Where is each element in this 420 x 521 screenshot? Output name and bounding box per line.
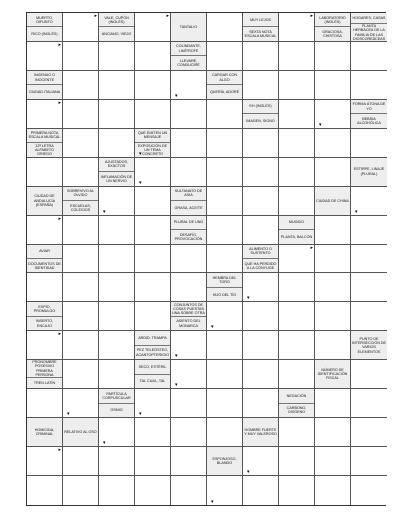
answer-cell[interactable] xyxy=(99,273,135,302)
answer-cell[interactable] xyxy=(207,245,243,274)
answer-cell[interactable] xyxy=(171,129,207,158)
arrow-down-icon: ▾ xyxy=(247,295,250,302)
answer-cell[interactable] xyxy=(315,447,351,476)
answer-cell[interactable] xyxy=(243,273,279,302)
answer-cell[interactable] xyxy=(243,71,279,100)
answer-cell[interactable] xyxy=(27,447,63,476)
answer-cell[interactable] xyxy=(315,71,351,100)
answer-cell[interactable] xyxy=(207,418,243,447)
answer-cell[interactable] xyxy=(171,476,207,505)
answer-cell[interactable] xyxy=(99,216,135,245)
clue-text: AVIAR xyxy=(39,249,50,254)
answer-cell[interactable] xyxy=(63,273,99,302)
clue-text: AJUSTADOS, EXACTOS xyxy=(105,160,128,169)
clue-cell xyxy=(243,100,279,129)
answer-cell[interactable] xyxy=(27,273,63,302)
answer-cell[interactable] xyxy=(351,71,387,100)
clue-text: OSMIO xyxy=(99,403,134,417)
answer-cell[interactable] xyxy=(171,389,207,418)
answer-cell[interactable] xyxy=(207,129,243,158)
clue-cell xyxy=(171,216,207,245)
answer-cell[interactable] xyxy=(63,331,99,360)
clue-text: SECO, ESTÉRIL xyxy=(138,364,167,369)
clue-text: TANTALIO xyxy=(179,24,198,29)
clue-text: ARDID, TRAMPA xyxy=(138,335,167,340)
arrow-right-icon: ▸ xyxy=(166,13,169,19)
clue-text: GRACIOSA, CHISTOSA xyxy=(315,26,350,40)
answer-cell[interactable] xyxy=(279,302,315,331)
clue-cell xyxy=(315,360,351,389)
answer-cell[interactable] xyxy=(63,360,99,389)
clue-text: LLEVARÉ, CONDUCIRÉ xyxy=(171,55,206,69)
answer-cell[interactable] xyxy=(315,273,351,302)
answer-cell[interactable] xyxy=(351,216,387,245)
answer-cell[interactable] xyxy=(315,216,351,245)
arrow-down-icon: ▾ xyxy=(103,208,106,215)
clue-text: PRIMERA NOTA ESCALA MUSICAL xyxy=(28,131,61,140)
answer-cell[interactable] xyxy=(243,216,279,245)
arrow-right-icon: ▸ xyxy=(94,13,97,19)
clue-text: PARTÍCULA CORPUSCULAR xyxy=(102,391,131,400)
answer-cell[interactable] xyxy=(135,245,171,274)
answer-cell[interactable] xyxy=(27,42,63,71)
answer-cell[interactable] xyxy=(351,418,387,447)
clue-cell xyxy=(27,13,63,42)
answer-cell[interactable] xyxy=(243,331,279,360)
answer-cell[interactable] xyxy=(243,447,279,476)
answer-cell[interactable] xyxy=(27,331,63,360)
answer-cell[interactable] xyxy=(171,245,207,274)
answer-cell[interactable] xyxy=(351,447,387,476)
clue-text: PRONOMBRE POSESIVO PRIMERA PERSONA xyxy=(32,360,57,377)
clue-text: MUGIDO xyxy=(288,220,305,225)
clue-text: EH (INGLÉS) xyxy=(249,104,272,109)
crossword-grid xyxy=(26,12,386,506)
clue-cell xyxy=(315,13,351,42)
clue-text: CIUDAD ITALIANA xyxy=(27,84,62,98)
answer-cell[interactable] xyxy=(171,100,207,129)
answer-cell[interactable] xyxy=(207,389,243,418)
answer-cell[interactable] xyxy=(99,447,135,476)
clue-text: CARBONO, OXÍGENO xyxy=(279,403,314,417)
clue-cell xyxy=(207,273,243,302)
clue-cell xyxy=(351,158,387,187)
clue-cell xyxy=(315,187,351,216)
answer-cell[interactable] xyxy=(135,216,171,245)
clue-text: PLANTA HERBÁCEA DE LA FAMILIA DE LAS DIOSCOREÁCEAS xyxy=(352,24,386,41)
answer-cell[interactable] xyxy=(243,158,279,187)
answer-cell[interactable] xyxy=(135,13,171,42)
clue-text: SOBREVIVO AL OLVIDO xyxy=(66,189,95,198)
clue-text: CIUDAD DE ANDALUCÍA (ESPAÑA) xyxy=(33,194,56,207)
clue-text: SULTANATO DE ASIA xyxy=(174,189,203,198)
clue-cell xyxy=(27,302,63,331)
answer-cell[interactable] xyxy=(63,302,99,331)
clue-text: IMAGEN, SIGNO xyxy=(243,113,278,127)
answer-cell[interactable] xyxy=(279,100,315,129)
answer-cell[interactable] xyxy=(279,273,315,302)
answer-cell[interactable] xyxy=(99,129,135,158)
answer-cell[interactable] xyxy=(63,71,99,100)
answer-cell[interactable] xyxy=(207,187,243,216)
clue-cell xyxy=(99,158,135,187)
clue-text: ESCUELAS, COLEGIOS xyxy=(63,200,98,214)
answer-cell[interactable] xyxy=(99,360,135,389)
answer-cell[interactable] xyxy=(27,100,63,129)
clue-cell xyxy=(351,100,387,129)
clue-text: CARGAR CON ALGO xyxy=(212,73,237,82)
answer-cell[interactable] xyxy=(135,273,171,302)
clue-text: CONJUNTOS DE COSAS PUESTAS UNA SOBRE OTRA xyxy=(172,302,205,316)
clue-text: ESPONJOSO, BLANDO xyxy=(212,456,237,466)
answer-cell[interactable] xyxy=(279,71,315,100)
clue-text: DOCUMENTOS DE IDENTIDAD xyxy=(27,258,62,272)
clue-cell xyxy=(27,129,63,158)
clue-cell xyxy=(243,245,279,274)
answer-cell[interactable] xyxy=(207,100,243,129)
answer-cell[interactable] xyxy=(27,476,63,505)
clue-cell xyxy=(279,389,315,418)
clue-text: HOMICIDA, CRIMINAL xyxy=(34,427,55,437)
answer-cell[interactable] xyxy=(99,42,135,71)
arrow-right-icon: ▸ xyxy=(310,244,313,251)
arrow-right-icon: ▸ xyxy=(310,13,313,19)
answer-cell[interactable] xyxy=(279,360,315,389)
clue-text: HIJO DEL TÍO xyxy=(207,287,242,301)
answer-cell[interactable] xyxy=(315,100,351,129)
clue-text: 12ª LETRA ALFABETO GRIEGO xyxy=(27,142,62,156)
answer-cell[interactable] xyxy=(171,418,207,447)
clue-cell xyxy=(171,187,207,216)
answer-cell[interactable] xyxy=(171,158,207,187)
answer-cell[interactable] xyxy=(135,418,171,447)
clue-cell xyxy=(63,418,99,447)
clue-text: SEXTA NOTA ESCALA MUSICAL xyxy=(243,26,278,40)
answer-cell[interactable] xyxy=(63,158,99,187)
answer-cell[interactable] xyxy=(243,129,279,158)
clue-text: CIUDAD DE CHINA xyxy=(316,198,349,203)
answer-cell[interactable] xyxy=(279,476,315,505)
answer-cell[interactable] xyxy=(315,418,351,447)
arrow-down-icon: ▾ xyxy=(139,411,142,418)
clue-cell xyxy=(351,13,387,42)
answer-cell[interactable] xyxy=(279,418,315,447)
clue-text: LABORATORIO (INGLÉS) xyxy=(319,15,346,24)
answer-cell[interactable] xyxy=(171,447,207,476)
arrow-down-icon: ▾ xyxy=(211,499,214,505)
answer-cell[interactable] xyxy=(207,331,243,360)
clue-text: QUE HA PERDIDO A LA CÓNYUGE xyxy=(243,258,278,272)
answer-cell[interactable] xyxy=(207,360,243,389)
clue-cell xyxy=(27,71,63,100)
clue-text: ALIMENTO O SUSTENTO xyxy=(249,247,272,256)
clue-cell xyxy=(243,13,279,42)
answer-cell[interactable] xyxy=(135,476,171,505)
clue-cell xyxy=(171,302,207,331)
answer-cell[interactable] xyxy=(135,302,171,331)
answer-cell[interactable] xyxy=(207,216,243,245)
answer-cell[interactable] xyxy=(63,447,99,476)
clue-cell xyxy=(63,187,99,216)
arrow-down-icon: ▾ xyxy=(139,150,142,157)
clue-text: HEMBRA DEL TORO xyxy=(212,276,237,285)
arrow-right-icon: ▸ xyxy=(58,447,61,454)
clue-text: QUERÍA, ADORÉ xyxy=(207,84,242,98)
answer-cell[interactable] xyxy=(315,129,351,158)
clue-text: FORMA ÁTONA DE YO xyxy=(352,102,386,111)
clue-cell xyxy=(135,331,171,360)
answer-cell[interactable] xyxy=(351,389,387,418)
answer-cell[interactable] xyxy=(99,71,135,100)
answer-cell[interactable] xyxy=(135,100,171,129)
clue-cell xyxy=(207,71,243,100)
clue-text: HOMBRE FUERTE Y MUY VALEROSO xyxy=(244,427,277,437)
clue-text: INSERTO, ENCAJO xyxy=(27,316,62,330)
answer-cell[interactable] xyxy=(279,158,315,187)
clue-text: EXPÍO, PROMULGO xyxy=(33,304,56,314)
clue-text: DESAFÍO, PROVOCACIÓN xyxy=(171,229,206,243)
answer-cell[interactable] xyxy=(351,42,387,71)
answer-cell[interactable] xyxy=(279,245,315,274)
answer-cell[interactable] xyxy=(27,158,63,187)
answer-cell[interactable] xyxy=(243,389,279,418)
arrow-down-icon: ▾ xyxy=(67,411,70,418)
answer-cell[interactable] xyxy=(315,331,351,360)
clue-text: INFLAMACIÓN DE UN NERVIO xyxy=(99,171,134,185)
clue-text: NEGACIÓN xyxy=(286,393,307,398)
clue-text: ANCIANO, VIEJO xyxy=(99,26,134,40)
answer-cell[interactable] xyxy=(207,158,243,187)
clue-cell xyxy=(279,216,315,245)
answer-cell[interactable] xyxy=(351,302,387,331)
clue-cell xyxy=(27,187,63,216)
answer-cell[interactable] xyxy=(243,187,279,216)
answer-cell[interactable] xyxy=(243,302,279,331)
answer-cell[interactable] xyxy=(135,447,171,476)
arrow-down-icon: ▾ xyxy=(211,324,214,331)
answer-cell[interactable] xyxy=(207,302,243,331)
answer-cell[interactable] xyxy=(99,187,135,216)
clue-cell xyxy=(351,331,387,360)
answer-cell[interactable] xyxy=(99,418,135,447)
clue-cell xyxy=(135,360,171,389)
answer-cell[interactable] xyxy=(279,447,315,476)
clue-text: RICO (INGLÉS) xyxy=(27,26,62,40)
answer-cell[interactable] xyxy=(243,476,279,505)
clue-cell xyxy=(99,389,135,418)
answer-cell[interactable] xyxy=(279,129,315,158)
clue-text: VALE, CUPÓN (INGLÉS) xyxy=(104,15,129,24)
arrow-down-icon: ▾ xyxy=(319,121,322,128)
answer-cell[interactable] xyxy=(279,331,315,360)
arrow-down-icon: ▾ xyxy=(355,208,358,215)
answer-cell[interactable] xyxy=(99,302,135,331)
clue-text: NÚMERO DE IDENTIFICACIÓN FISCAL xyxy=(317,367,348,381)
answer-cell[interactable] xyxy=(315,158,351,187)
answer-cell[interactable] xyxy=(63,389,99,418)
clue-cell xyxy=(207,447,243,476)
answer-cell[interactable] xyxy=(315,389,351,418)
clue-cell xyxy=(27,360,63,389)
answer-cell[interactable] xyxy=(99,245,135,274)
answer-cell[interactable] xyxy=(63,13,99,42)
answer-cell[interactable] xyxy=(171,331,207,360)
clue-cell xyxy=(171,42,207,71)
arrow-right-icon: ▸ xyxy=(58,215,61,222)
answer-cell[interactable] xyxy=(315,245,351,274)
answer-cell[interactable] xyxy=(63,129,99,158)
answer-cell[interactable] xyxy=(63,245,99,274)
answer-cell[interactable] xyxy=(99,100,135,129)
clue-cell xyxy=(243,418,279,447)
clue-text: PUNTO DE INTERSECCIÓN DE VARIOS ELEMENTOS xyxy=(352,336,387,354)
clue-text: QUE EMITEN UN MENSAJE xyxy=(137,131,168,140)
answer-cell[interactable] xyxy=(63,100,99,129)
clue-cell xyxy=(135,129,171,158)
clue-text: MUERTO, DIFUNTO xyxy=(36,15,53,24)
arrow-down-icon: ▾ xyxy=(139,179,142,186)
clue-text: TAL CUAL, TAL xyxy=(135,374,170,388)
answer-cell[interactable] xyxy=(135,42,171,71)
answer-cell[interactable] xyxy=(63,42,99,71)
clue-cell xyxy=(99,13,135,42)
answer-cell[interactable] xyxy=(351,476,387,505)
answer-cell[interactable] xyxy=(135,187,171,216)
answer-cell[interactable] xyxy=(279,42,315,71)
arrow-right-icon: ▸ xyxy=(58,41,61,48)
answer-cell[interactable] xyxy=(171,360,207,389)
clue-text: MUY LEJOS xyxy=(250,17,271,22)
clue-text: INGENUO O INOCENTE xyxy=(33,73,56,82)
clue-text: PLURAL DE UNO xyxy=(173,220,204,225)
arrow-right-icon: ▸ xyxy=(58,99,61,106)
arrow-down-icon: ▾ xyxy=(175,92,178,99)
answer-cell[interactable] xyxy=(135,389,171,418)
arrow-down-icon: ▾ xyxy=(247,469,250,476)
clue-text: TREN LATÍN xyxy=(27,377,62,388)
answer-cell[interactable] xyxy=(99,331,135,360)
answer-cell[interactable] xyxy=(279,187,315,216)
answer-cell[interactable] xyxy=(63,216,99,245)
clue-text: PEZ TELEÓSTEO, ACANTOPTERIGIO xyxy=(135,345,170,359)
answer-cell[interactable] xyxy=(315,42,351,71)
clue-text: RELATIVO AL OSO xyxy=(64,430,97,435)
answer-cell[interactable] xyxy=(351,245,387,274)
answer-cell[interactable] xyxy=(27,389,63,418)
answer-cell[interactable] xyxy=(243,42,279,71)
clue-text: ESTIRPE, LINAJE (PLURAL) xyxy=(353,167,385,176)
answer-cell[interactable] xyxy=(171,273,207,302)
answer-cell[interactable] xyxy=(135,71,171,100)
answer-cell[interactable] xyxy=(171,71,207,100)
answer-cell[interactable] xyxy=(351,129,387,158)
answer-cell[interactable] xyxy=(351,187,387,216)
clue-text: ASIENTO DEL MONARCA xyxy=(171,316,206,330)
clue-text: COLINDANTE, LIMÍTROFE xyxy=(176,44,201,53)
clue-text: EXPOSICIÓN DE UN TEMA CONCRETO xyxy=(135,142,170,156)
answer-cell[interactable] xyxy=(135,158,171,187)
answer-cell[interactable] xyxy=(63,476,99,505)
answer-cell[interactable] xyxy=(315,302,351,331)
clue-text: BEBIDA ALCOHÓLICA xyxy=(351,113,387,127)
answer-cell[interactable] xyxy=(207,42,243,71)
arrow-down-icon: ▾ xyxy=(175,353,178,360)
clue-text: GRASA, ACEITE xyxy=(171,200,206,214)
arrow-down-icon: ▾ xyxy=(175,382,178,389)
answer-cell[interactable] xyxy=(351,273,387,302)
clue-cell xyxy=(27,245,63,274)
arrow-down-icon: ▾ xyxy=(103,440,106,447)
answer-cell[interactable] xyxy=(99,476,135,505)
answer-cell[interactable] xyxy=(207,13,243,42)
clue-text: HOGARES, CASAS xyxy=(352,15,386,20)
answer-cell[interactable] xyxy=(351,360,387,389)
answer-cell[interactable] xyxy=(279,13,315,42)
clue-cell xyxy=(171,13,207,42)
arrow-right-icon: ▸ xyxy=(58,331,61,338)
clue-cell xyxy=(27,418,63,447)
answer-cell[interactable] xyxy=(27,216,63,245)
answer-cell[interactable] xyxy=(315,476,351,505)
answer-cell[interactable] xyxy=(243,360,279,389)
answer-cell[interactable] xyxy=(207,476,243,505)
clue-text: PLANTA, BALCÓN xyxy=(279,229,314,243)
